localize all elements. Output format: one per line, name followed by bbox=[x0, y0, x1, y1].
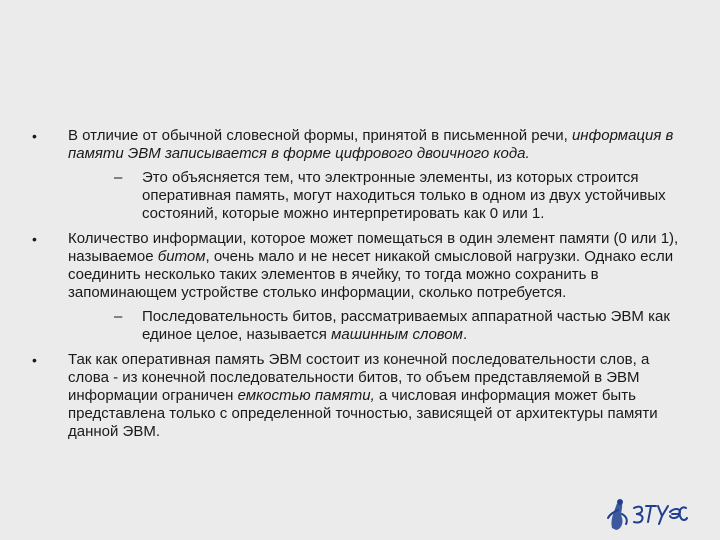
sub-bullet-marker: – bbox=[114, 169, 123, 186]
sub-bullet-text-part: . bbox=[462, 326, 468, 343]
bullet-item-3 bbox=[30, 351, 690, 441]
logo-graphic bbox=[604, 494, 688, 534]
sub-bullet-text-emphasis: машинным словом bbox=[331, 326, 463, 343]
sub-bullet-text bbox=[142, 308, 670, 343]
sub-bullet-text: Это объясняется тем, что электронные элементы, из которых строится оперативная память, могут находиться только в одном из двух устойчивых состояний, которые можно интерпретировать как 0 или 1. bbox=[142, 169, 666, 222]
bullet-text bbox=[68, 127, 673, 162]
bullet-item-1 bbox=[30, 127, 690, 223]
bullet-text bbox=[68, 230, 678, 301]
bullet-text-emphasis: битом bbox=[157, 248, 206, 265]
bullet-text-part: В отличие от обычной словесной формы, принятой в письменной речи, bbox=[68, 127, 572, 144]
bullet-text-emphasis: емкостью памяти, bbox=[237, 387, 375, 404]
bullet-text-part: Так как оперативная память ЭВМ состоит из конечной последовательности слов, а слова - из конечной последовательности битов, то объем представляемой в ЭВМ информации ограничен bbox=[68, 351, 650, 404]
sub-bullet-marker: – bbox=[114, 308, 123, 325]
slide-body bbox=[30, 127, 690, 448]
sub-bullet-item bbox=[68, 169, 690, 223]
bullet-marker: • bbox=[32, 352, 37, 368]
sub-bullet-text-part: Последовательность битов, рассматриваемых аппаратной частью ЭВМ как единое целое, называется bbox=[142, 308, 670, 343]
university-logo bbox=[604, 494, 688, 534]
bullet-marker: • bbox=[32, 128, 37, 144]
bullet-marker: • bbox=[32, 231, 37, 247]
bullet-text bbox=[68, 351, 658, 440]
bullet-text-part: Количество информации, которое может помещаться в один элемент памяти (0 или 1), называемое bbox=[68, 230, 679, 265]
bullet-text-emphasis: информация в памяти ЭВМ записывается в форме цифрового двоичного кода. bbox=[68, 127, 674, 162]
bullet-text-part: а числовая информация может быть представлена только с определенной точностью, зависящей от архитектуры памяти данной ЭВМ. bbox=[68, 387, 658, 440]
bullet-item-2 bbox=[30, 230, 690, 344]
bullet-text-part: , очень мало и не несет никакой смысловой нагрузки. Однако если соединить несколько таких элементов в ячейку, то тогда можно сохранить в запоминающем устройстве столько информации, сколько потребуется. bbox=[68, 248, 674, 301]
sub-bullet-item bbox=[68, 308, 690, 344]
